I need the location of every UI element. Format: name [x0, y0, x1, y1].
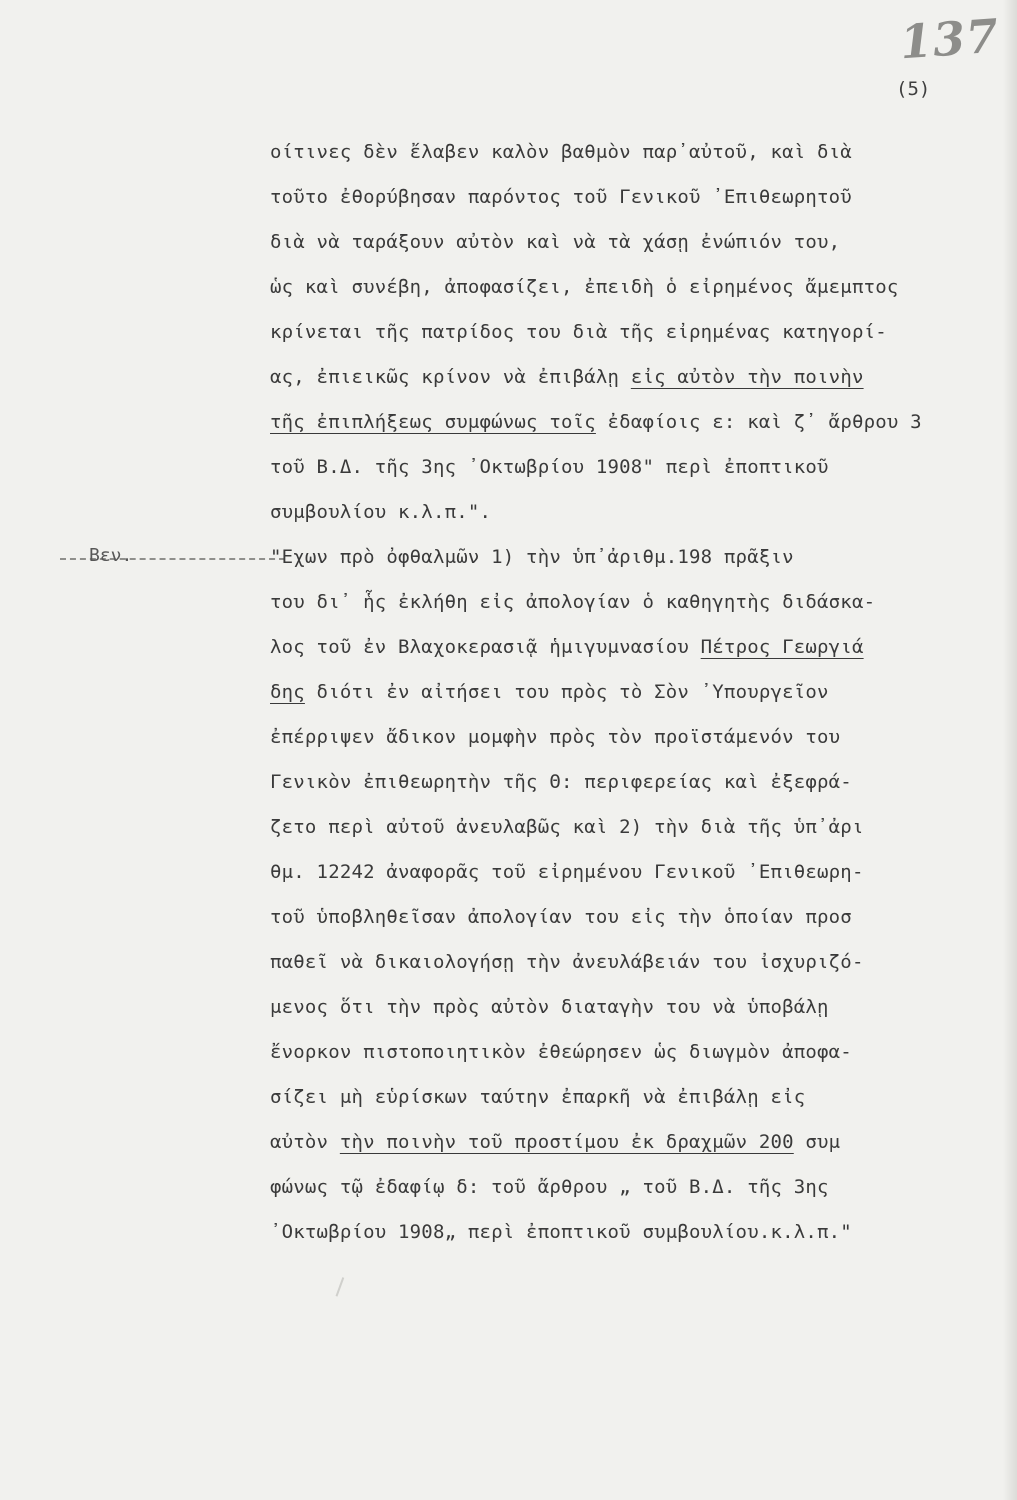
text-line: ᾿Οκτωβρίου 1908„ περὶ ἐποπτικοῦ συμβουλίου.κ.λ.π.": [270, 1221, 852, 1243]
margin-note: Βεν.: [89, 545, 133, 566]
text-line: μενος ὅτι τὴν πρὸς αὐτὸν διαταγὴν του νὰ ὑποβάλῃ: [270, 996, 829, 1018]
text-line: δης διότι ἐν αἰτήσει του πρὸς τὸ Σὸν ᾿Υπουργεῖον: [270, 681, 829, 703]
text-line: διὰ νὰ ταράξουν αὐτὸν καὶ νὰ τὰ χάσῃ ἐνώπιόν του,: [270, 231, 841, 253]
text-line: τῆς ἐπιπλήξεως συμφώνως τοῖς ἐδαφίοις ε: καὶ ζ᾽ ἄρθρου 3: [270, 411, 922, 433]
text-line: ἐπέρριψεν ἄδικον μομφὴν πρὸς τὸν προϊστάμενόν του: [270, 726, 841, 748]
typed-text-block: [270, 137, 970, 1262]
underlined-text: Πέτρος Γεωργιά: [700, 636, 864, 658]
text-line: λος τοῦ ἐν Βλαχοκερασιᾷ ἡμιγυμνασίου Πέτρος Γεωργιά: [270, 636, 864, 658]
text-line: τοῦτο ἐθορύβησαν παρόντος τοῦ Γενικοῦ ᾿Επιθεωρητοῦ: [270, 186, 852, 208]
text-line: τοῦ Β.Δ. τῆς 3ης ᾿Οκτωβρίου 1908" περὶ ἐποπτικοῦ: [270, 456, 829, 478]
text-line: θμ. 12242 ἀναφορᾶς τοῦ εἰρημένου Γενικοῦ ᾿Επιθεωρη-: [270, 861, 864, 883]
handwritten-page-number: 137: [898, 8, 1001, 70]
text-line: "Εχων πρὸ ὀφθαλμῶν 1) τὴν ὑπ᾽ἀριθμ.198 πρᾶξιν: [270, 546, 794, 568]
faint-pencil-mark: [336, 1277, 373, 1307]
underlined-text: τῆς ἐπιπλήξεως συμφώνως τοῖς: [270, 411, 596, 433]
text-line: ὡς καὶ συνέβη, ἀποφασίζει, ἐπειδὴ ὁ εἰρημένος ἄμεμπτος: [270, 276, 899, 298]
text-line: παθεῖ νὰ δικαιολογήσῃ τὴν ἀνευλάβειάν του ἰσχυριζό-: [270, 951, 864, 973]
text-line: οίτινες δὲν ἔλαβεν καλὸν βαθμὸν παρ᾽αὐτοῦ, καὶ διὰ: [270, 141, 852, 163]
underlined-text: δης: [270, 681, 305, 703]
text-line: συμβουλίου κ.λ.π.".: [270, 501, 492, 523]
text-line: κρίνεται τῆς πατρίδος του διὰ τῆς εἰρημένας κατηγορί-: [270, 321, 887, 343]
underlined-text: τὴν ποινὴν τοῦ προστίμου ἐκ δραχμῶν 200: [339, 1131, 794, 1153]
text-line: Γενικὸν ἐπιθεωρητὴν τῆς Θ: περιφερείας καὶ ἐξεφρά-: [270, 771, 852, 793]
text-line: αὐτὸν τὴν ποινὴν τοῦ προστίμου ἐκ δραχμῶν 200 συμ: [270, 1131, 841, 1153]
underlined-text: εἰς αὐτὸν τὴν ποινὴν: [630, 366, 864, 388]
text-line: του δι᾽ ἧς ἐκλήθη εἰς ἀπολογίαν ὁ καθηγητὴς διδάσκα-: [270, 591, 876, 613]
text-line: ας, ἐπιεικῶς κρίνον νὰ ἐπιβάλῃ εἰς αὐτὸν τὴν ποινὴν: [270, 366, 864, 388]
page-edge-shadow: [1003, 0, 1017, 1500]
text-line: σίζει μὴ εὑρίσκων ταύτην ἐπαρκῆ νὰ ἐπιβάλῃ εἰς: [270, 1086, 806, 1108]
text-line: ζετο περὶ αὐτοῦ ἀνευλαβῶς καὶ 2) τὴν διὰ τῆς ὑπ᾽ἀρι: [270, 816, 864, 838]
text-line: ἔνορκον πιστοποιητικὸν ἐθεώρησεν ὡς διωγμὸν ἀποφα-: [270, 1041, 852, 1063]
text-line: φώνως τῷ ἐδαφίῳ δ: τοῦ ἄρθρου „ τοῦ Β.Δ. τῆς 3ης: [270, 1176, 829, 1198]
typed-page-number: (5): [896, 78, 931, 100]
text-line: τοῦ ὑποβληθεῖσαν ἀπολογίαν του εἰς τὴν ὁποίαν προσ: [270, 906, 852, 928]
